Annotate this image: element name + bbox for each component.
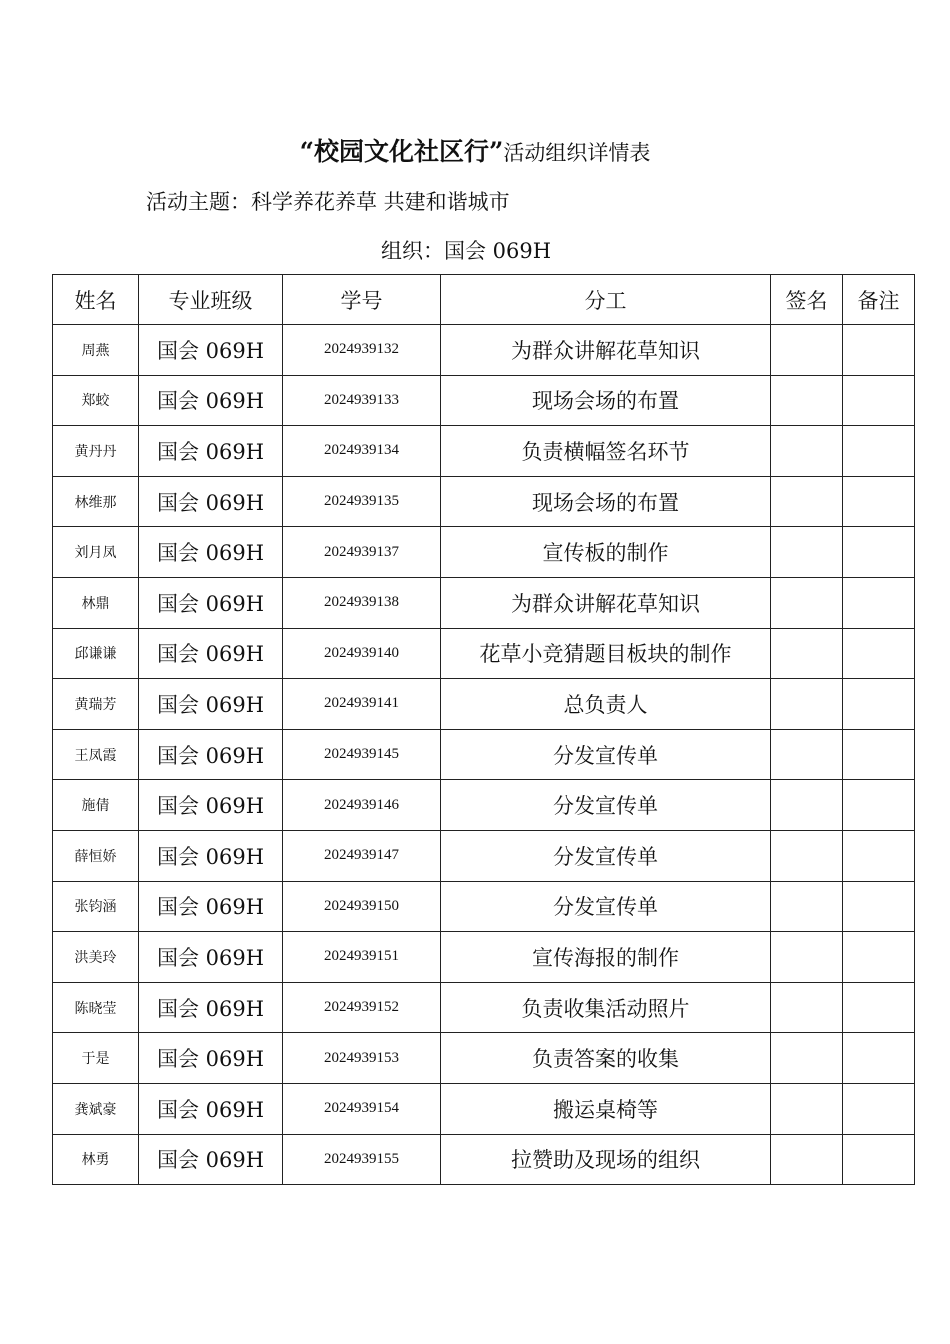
cell-class: 国会 069H xyxy=(139,932,283,983)
cell-student-id: 2024939153 xyxy=(283,1033,441,1084)
cell-class: 国会 069H xyxy=(139,1033,283,1084)
cell-student-id: 2024939137 xyxy=(283,527,441,578)
header-task: 分工 xyxy=(441,275,771,325)
cell-student-id: 2024939138 xyxy=(283,577,441,628)
table-row xyxy=(53,932,915,983)
cell-task: 为群众讲解花草知识 xyxy=(441,577,771,628)
cell-note xyxy=(843,1134,915,1185)
cell-name: 黄瑞芳 xyxy=(53,679,139,730)
cell-signature xyxy=(771,628,843,679)
cell-note xyxy=(843,1083,915,1134)
cell-signature xyxy=(771,577,843,628)
table-row xyxy=(53,527,915,578)
cell-signature xyxy=(771,1083,843,1134)
cell-task: 现场会场的布置 xyxy=(441,375,771,426)
cell-name: 刘月凤 xyxy=(53,527,139,578)
cell-note xyxy=(843,1033,915,1084)
cell-name: 陈晓莹 xyxy=(53,982,139,1033)
cell-task: 分发宣传单 xyxy=(441,881,771,932)
table-row xyxy=(53,628,915,679)
header-row xyxy=(53,275,915,325)
cell-name: 林维那 xyxy=(53,476,139,527)
cell-signature xyxy=(771,932,843,983)
cell-name: 林勇 xyxy=(53,1134,139,1185)
cell-class: 国会 069H xyxy=(139,1134,283,1185)
cell-name: 薛恒娇 xyxy=(53,830,139,881)
cell-task: 为群众讲解花草知识 xyxy=(441,325,771,376)
cell-student-id: 2024939147 xyxy=(283,830,441,881)
table-row xyxy=(53,780,915,831)
cell-class: 国会 069H xyxy=(139,780,283,831)
header-signature: 签名 xyxy=(771,275,843,325)
cell-task: 搬运桌椅等 xyxy=(441,1083,771,1134)
cell-task: 宣传海报的制作 xyxy=(441,932,771,983)
cell-student-id: 2024939150 xyxy=(283,881,441,932)
cell-signature xyxy=(771,982,843,1033)
cell-note xyxy=(843,830,915,881)
cell-class: 国会 069H xyxy=(139,325,283,376)
cell-name: 王凤霞 xyxy=(53,729,139,780)
cell-signature xyxy=(771,325,843,376)
cell-name: 邱谦谦 xyxy=(53,628,139,679)
cell-signature xyxy=(771,679,843,730)
cell-name: 龚斌豪 xyxy=(53,1083,139,1134)
cell-signature xyxy=(771,780,843,831)
table-row xyxy=(53,830,915,881)
title-sub: 活动组织详情表 xyxy=(503,141,651,165)
header-name: 姓名 xyxy=(53,275,139,325)
cell-signature xyxy=(771,830,843,881)
cell-student-id: 2024939132 xyxy=(283,325,441,376)
table-row xyxy=(53,982,915,1033)
cell-student-id: 2024939146 xyxy=(283,780,441,831)
cell-class: 国会 069H xyxy=(139,628,283,679)
cell-note xyxy=(843,577,915,628)
table-row xyxy=(53,325,915,376)
cell-note xyxy=(843,426,915,477)
cell-name: 洪美玲 xyxy=(53,932,139,983)
cell-task: 总负责人 xyxy=(441,679,771,730)
cell-task: 宣传板的制作 xyxy=(441,527,771,578)
cell-class: 国会 069H xyxy=(139,476,283,527)
table-row xyxy=(53,476,915,527)
cell-name: 林鼎 xyxy=(53,577,139,628)
table-row xyxy=(53,375,915,426)
cell-student-id: 2024939152 xyxy=(283,982,441,1033)
cell-task: 负责横幅签名环节 xyxy=(441,426,771,477)
cell-student-id: 2024939141 xyxy=(283,679,441,730)
cell-name: 于是 xyxy=(53,1033,139,1084)
cell-class: 国会 069H xyxy=(139,527,283,578)
cell-name: 周燕 xyxy=(53,325,139,376)
cell-note xyxy=(843,375,915,426)
document-title xyxy=(0,132,950,168)
organizer-line: 组织：国会 069H xyxy=(380,239,552,263)
activity-table xyxy=(52,274,915,1185)
cell-task: 现场会场的布置 xyxy=(441,476,771,527)
table-row xyxy=(53,1033,915,1084)
cell-note xyxy=(843,932,915,983)
cell-note xyxy=(843,679,915,730)
cell-signature xyxy=(771,729,843,780)
cell-signature xyxy=(771,881,843,932)
cell-note xyxy=(843,729,915,780)
cell-student-id: 2024939145 xyxy=(283,729,441,780)
cell-signature xyxy=(771,1134,843,1185)
cell-class: 国会 069H xyxy=(139,577,283,628)
table-row xyxy=(53,1134,915,1185)
cell-signature xyxy=(771,476,843,527)
cell-student-id: 2024939151 xyxy=(283,932,441,983)
cell-class: 国会 069H xyxy=(139,729,283,780)
table-row xyxy=(53,426,915,477)
cell-class: 国会 069H xyxy=(139,982,283,1033)
cell-student-id: 2024939154 xyxy=(283,1083,441,1134)
cell-class: 国会 069H xyxy=(139,1083,283,1134)
cell-task: 花草小竞猜题目板块的制作 xyxy=(441,628,771,679)
cell-signature xyxy=(771,426,843,477)
cell-note xyxy=(843,476,915,527)
table-row xyxy=(53,1083,915,1134)
header-student-id: 学号 xyxy=(283,275,441,325)
cell-student-id: 2024939133 xyxy=(283,375,441,426)
cell-note xyxy=(843,628,915,679)
cell-name: 张钧涵 xyxy=(53,881,139,932)
cell-note xyxy=(843,780,915,831)
cell-student-id: 2024939140 xyxy=(283,628,441,679)
table-row xyxy=(53,881,915,932)
cell-class: 国会 069H xyxy=(139,881,283,932)
title-main: “校园文化社区行” xyxy=(299,137,504,166)
cell-note xyxy=(843,881,915,932)
cell-signature xyxy=(771,1033,843,1084)
table-body xyxy=(53,325,915,1185)
cell-class: 国会 069H xyxy=(139,679,283,730)
table-row xyxy=(53,679,915,730)
cell-name: 施倩 xyxy=(53,780,139,831)
cell-task: 负责收集活动照片 xyxy=(441,982,771,1033)
table-row xyxy=(53,729,915,780)
cell-note xyxy=(843,982,915,1033)
cell-task: 拉赞助及现场的组织 xyxy=(441,1134,771,1185)
cell-class: 国会 069H xyxy=(139,830,283,881)
cell-name: 黄丹丹 xyxy=(53,426,139,477)
cell-name: 郑蛟 xyxy=(53,375,139,426)
cell-task: 分发宣传单 xyxy=(441,780,771,831)
header-note: 备注 xyxy=(843,275,915,325)
cell-student-id: 2024939134 xyxy=(283,426,441,477)
cell-note xyxy=(843,527,915,578)
cell-task: 分发宣传单 xyxy=(441,729,771,780)
cell-signature xyxy=(771,527,843,578)
cell-student-id: 2024939135 xyxy=(283,476,441,527)
cell-note xyxy=(843,325,915,376)
cell-signature xyxy=(771,375,843,426)
cell-student-id: 2024939155 xyxy=(283,1134,441,1185)
header-class: 专业班级 xyxy=(139,275,283,325)
cell-class: 国会 069H xyxy=(139,375,283,426)
cell-task: 分发宣传单 xyxy=(441,830,771,881)
table-row xyxy=(53,577,915,628)
cell-task: 负责答案的收集 xyxy=(441,1033,771,1084)
cell-class: 国会 069H xyxy=(139,426,283,477)
activity-theme: 活动主题：科学养花养草 共建和谐城市 xyxy=(146,190,510,214)
